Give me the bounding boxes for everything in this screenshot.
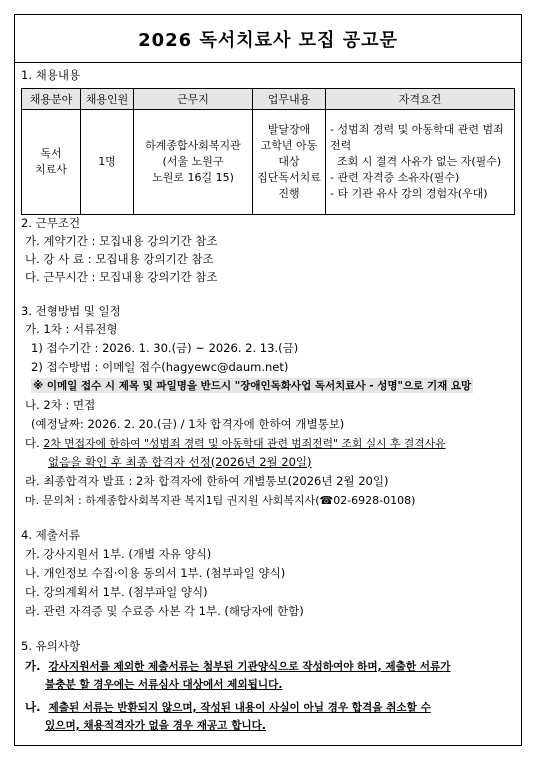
document-item: 라. 관련 자격증 및 수료증 사본 각 1부. (해당자에 한함)	[25, 604, 304, 618]
process-check-text: 2차 면접자에 한하여 "성범죄 경력 및 아동학대 관련 범죄전력" 조회 실시 후 결격사유	[43, 437, 446, 450]
col-header-location: 근무지	[134, 89, 253, 110]
caution-2	[25, 699, 431, 715]
caution-1	[25, 658, 450, 674]
process-second-date: (예정날짜: 2026. 2. 20.(금) / 1차 합격자에 한하여 개별통보)	[31, 417, 345, 431]
cell-requirements	[326, 110, 515, 215]
caution-1-prefix: 가.	[25, 659, 41, 673]
duty-line: 집단독서치료	[257, 171, 321, 184]
process-check	[25, 435, 446, 451]
table-row	[22, 110, 515, 215]
caution-2-text: 제출된 서류는 반환되지 않으며, 작성된 내용이 사실이 아닐 경우 합격을 취소할 수	[48, 702, 431, 714]
process-first: 가. 1차 : 서류전형	[25, 322, 118, 336]
requirement-line: 조회 시 결격 사유가 없는 자(필수)	[330, 155, 502, 168]
section1-heading: 1. 채용내용	[21, 68, 81, 82]
process-first-method: 2) 접수방법 : 이메일 접수(hagyewc@daum.net)	[31, 360, 289, 374]
col-header-field: 채용분야	[22, 89, 81, 110]
cell-location	[134, 110, 253, 215]
location-line: 하계종합사회복지관	[145, 139, 241, 152]
document-item: 나. 개인정보 수집·이용 동의서 1부. (첨부파일 양식)	[25, 566, 286, 580]
cell-duty	[253, 110, 326, 215]
process-second: 나. 2차 : 면접	[25, 398, 96, 412]
col-header-requirements: 자격요건	[326, 89, 515, 110]
section4-heading: 4. 제출서류	[21, 528, 81, 542]
notice-frame	[14, 14, 522, 746]
caution-2-prefix: 나.	[25, 700, 41, 714]
document-item: 다. 강의계획서 1부. (첨부파일 양식)	[25, 585, 208, 599]
col-header-count: 채용인원	[81, 89, 134, 110]
title-box	[15, 15, 521, 63]
cell-field	[22, 110, 81, 215]
recruit-table	[21, 88, 515, 215]
requirement-line: - 성범죄 경력 및 아동학대 관련 범죄 전력	[330, 123, 504, 152]
requirement-line: - 타 기관 유사 강의 경험자(우대)	[330, 187, 488, 200]
process-first-period: 1) 접수기간 : 2026. 1. 30.(금) ~ 2026. 2. 13.(금)	[31, 341, 299, 355]
process-check-text-2: 없음을 확인 후 최종 합격자 선정(2026년 2월 20일)	[48, 455, 312, 469]
section2-heading: 2. 근무조건	[21, 216, 81, 230]
duty-line: 진행	[278, 187, 300, 200]
location-line: (서울 노원구	[162, 155, 224, 168]
table-header-row	[22, 89, 515, 110]
condition-item: 다. 근무시간 : 모집내용 강의기간 참조	[25, 270, 218, 284]
col-header-duty: 업무내용	[253, 89, 326, 110]
location-line: 노원로 16길 15)	[152, 171, 234, 184]
field-line: 독서	[40, 147, 62, 160]
duty-line: 고학년 아동	[260, 139, 318, 152]
page-title: 2026 독서치료사 모집 공고문	[138, 29, 398, 51]
cell-count: 1명	[81, 110, 134, 215]
condition-item: 가. 계약기간 : 모집내용 강의기간 참조	[25, 234, 218, 248]
caution-1-text: 강사지원서를 제외한 제출서류는 첨부된 기관양식으로 작성하여야 하며, 제출한 서류가	[48, 661, 451, 673]
section3-heading: 3. 전형방법 및 일정	[21, 304, 121, 318]
duty-line: 대상	[278, 155, 300, 168]
process-final: 라. 최종합격자 발표 : 2차 합격자에 한하여 개별통보(2026년 2월 20일)	[25, 474, 389, 488]
condition-item: 나. 강 사 료 : 모집내용 강의기간 참조	[25, 252, 214, 266]
process-check-prefix: 다.	[25, 436, 44, 450]
caution-1-text-2: 불충분 할 경우에는 서류심사 대상에서 제외됩니다.	[45, 679, 283, 691]
requirement-line: - 관련 자격증 소유자(필수)	[330, 171, 460, 184]
field-line: 치료사	[35, 163, 67, 176]
duty-line: 발달장애	[267, 123, 311, 136]
caution-2-text-2: 있으며, 채용적격자가 없을 경우 재공고 합니다.	[45, 720, 266, 732]
section5-heading: 5. 유의사항	[21, 639, 81, 653]
email-notice: ※ 이메일 접수 시 제목 및 파일명을 반드시 "장애인독화사업 독서치료사 - 성명"으로 기재 요망	[33, 380, 472, 392]
process-contact: 마. 문의처 : 하계종합사회복지관 복지1팀 권지원 사회복지사(☎02-6928-0108)	[25, 494, 416, 507]
document-item: 가. 강사지원서 1부. (개별 자유 양식)	[25, 547, 212, 561]
